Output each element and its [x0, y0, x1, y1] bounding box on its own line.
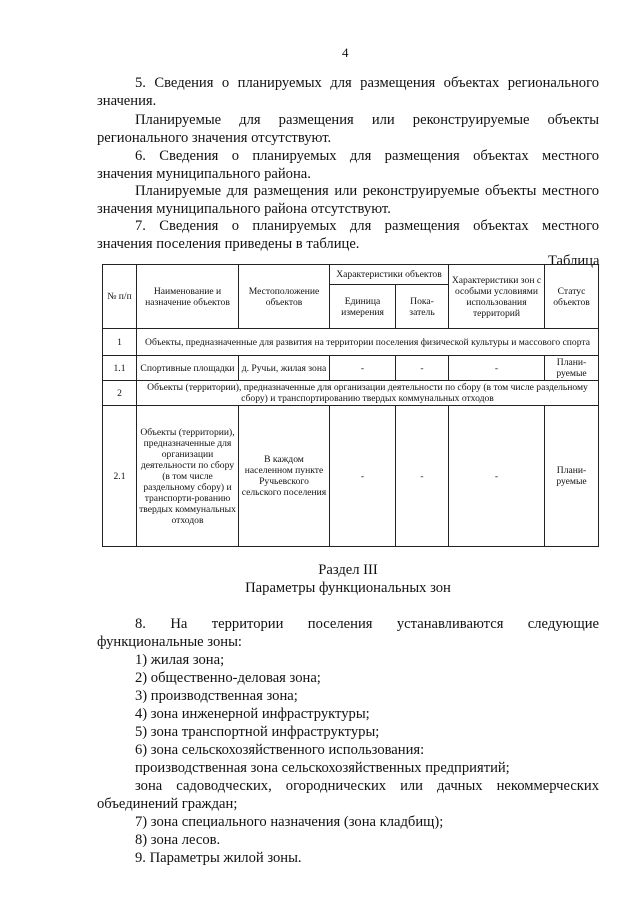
row2-1-num: 2.1	[103, 406, 137, 547]
zone-item-1: 1) жилая зона;	[135, 652, 225, 668]
zone-item-3: 3) производственная зона;	[135, 688, 298, 704]
para6-line2: значения муниципального района.	[97, 166, 311, 182]
header-unit: Единица измерения	[330, 285, 396, 329]
zone-item-6b-line1: зона садоводческих, огороднических или дачных некоммерческих	[135, 778, 599, 794]
row1-1-status: Плани-руемые	[545, 356, 599, 381]
row1-1-unit: -	[330, 356, 396, 381]
table-row	[103, 356, 599, 381]
header-indicator: Пока-затель	[396, 285, 449, 329]
para8-line1: 8. На территории поселения устанавливаются следующие	[135, 616, 599, 632]
row2-1-location: В каждом населенном пункте Ручьевского сельского поселения	[239, 406, 330, 547]
row2-1-status: Плани-руемые	[545, 406, 599, 547]
header-special-zones: Характеристики зон с особыми условиями использования территорий	[449, 265, 545, 329]
header-characteristics: Характеристики объектов	[330, 265, 449, 285]
group2-num: 2	[103, 381, 137, 406]
para6-line3: Планируемые для размещения или реконструируемые объекты местного	[135, 183, 599, 199]
zone-item-7: 7) зона специального назначения (зона кладбищ);	[135, 814, 444, 830]
row1-1-name: Спортивные площадки	[137, 356, 239, 381]
row1-1-num: 1.1	[103, 356, 137, 381]
header-name: Наименование и назначение объектов	[137, 265, 239, 329]
row1-1-location: д. Ручьи, жилая зона	[239, 356, 330, 381]
header-status: Статус объектов	[545, 265, 599, 329]
group1-num: 1	[103, 329, 137, 356]
zone-item-6: 6) зона сельскохозяйственного использования:	[135, 742, 425, 758]
para7-line1: 7. Сведения о планируемых для размещения объектах местного	[135, 218, 599, 234]
row1-1-indicator: -	[396, 356, 449, 381]
zone-item-6b-line2: объединений граждан;	[97, 796, 238, 812]
para5-line3: Планируемые для размещения или реконструируемые объекты	[135, 112, 599, 128]
para9: 9. Параметры жилой зоны.	[135, 850, 302, 866]
header-location: Местоположение объектов	[239, 265, 330, 329]
row2-1-zones: -	[449, 406, 545, 547]
row2-1-unit: -	[330, 406, 396, 547]
zone-item-5: 5) зона транспортной инфраструктуры;	[135, 724, 380, 740]
group1-text: Объекты, предназначенные для развития на территории поселения физической культуры и массового спорта	[137, 329, 599, 356]
row1-1-zones: -	[449, 356, 545, 381]
para6-line1: 6. Сведения о планируемых для размещения объектах местного	[135, 148, 599, 164]
para8-line2: функциональные зоны:	[97, 634, 242, 650]
para5-line1: 5. Сведения о планируемых для размещения объектах регионального	[135, 75, 599, 91]
row2-1-name: Объекты (территории), предназначенные для организации деятельности по сбору (в том числе раздельному сбору) и транспорти-рованию твердых коммунальных отходов	[137, 406, 239, 547]
table-row	[103, 381, 599, 406]
planned-objects-table	[102, 264, 599, 547]
zone-item-8: 8) зона лесов.	[135, 832, 221, 848]
table-row	[103, 329, 599, 356]
table-row	[103, 406, 599, 547]
page-number: 4	[342, 45, 349, 60]
para7-line2: значения поселения приведены в таблице.	[97, 236, 360, 252]
header-num: № п/п	[103, 265, 137, 329]
section-title: Раздел III	[318, 562, 378, 578]
para6-line4: значения муниципального района отсутствуют.	[97, 201, 391, 217]
zone-item-4: 4) зона инженерной инфраструктуры;	[135, 706, 370, 722]
table-label: Таблица	[548, 253, 600, 269]
para5-line2: значения.	[97, 93, 157, 109]
section-subtitle: Параметры функциональных зон	[245, 580, 451, 596]
zone-item-6a: производственная зона сельскохозяйственных предприятий;	[135, 760, 510, 776]
group2-text: Объекты (территории), предназначенные для организации деятельности по сбору (в том числе раздельному сбору) и транспортированию твердых коммунальных отходов	[137, 381, 599, 406]
zone-item-2: 2) общественно-деловая зона;	[135, 670, 321, 686]
row2-1-indicator: -	[396, 406, 449, 547]
para5-line4: регионального значения отсутствуют.	[97, 130, 332, 146]
